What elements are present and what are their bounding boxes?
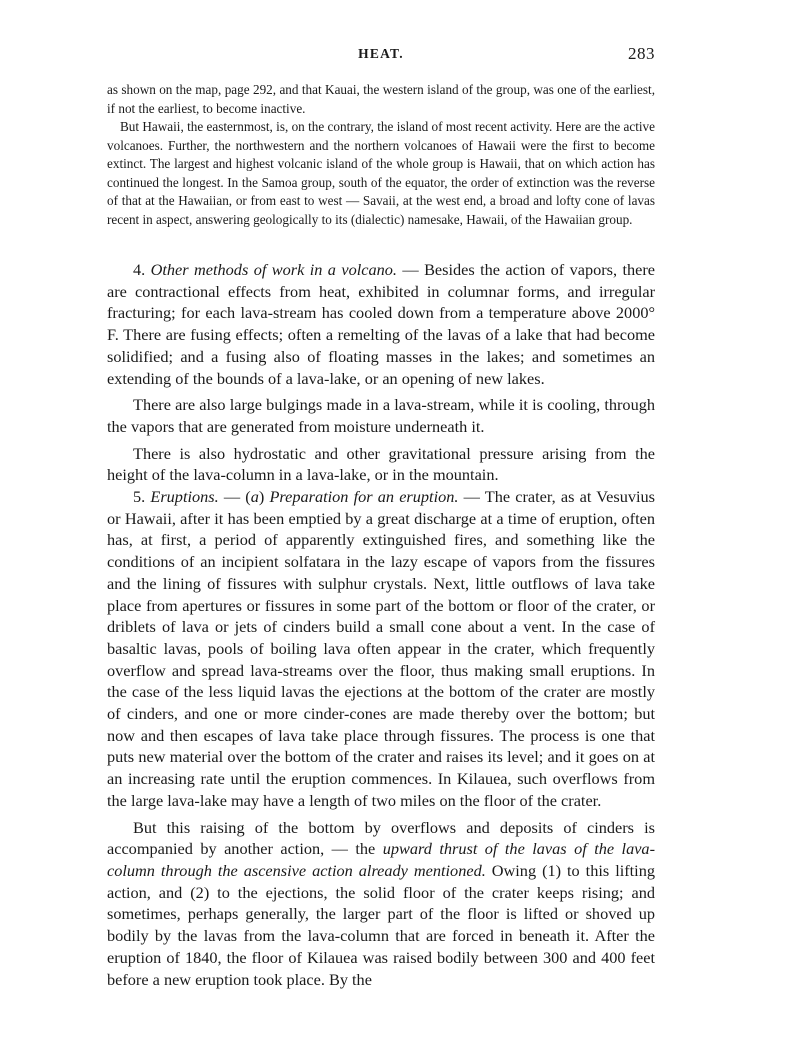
small-paragraph-continued: as shown on the map, page 292, and that Kauai, the western island of the group, was one of the earliest, if not the earliest, to become inactive. — [107, 82, 655, 116]
paragraph-raising — [107, 817, 655, 991]
close-paren: ) — [258, 487, 270, 507]
small-paragraph: But Hawaii, the easternmost, is, on the contrary, the island of most recent activity. Here are the active volcanoes. Further, the northwestern and the northern volcanoes of Hawaii were the first to become extinct. The largest and highest volcanic island of the whole group is Hawaii, that on which action has continued the longest. In the Samoa group, south of the equator, the order of extinction was the reverse of that at the Hawaiian, or from east to west — Savaii, at the west end, a broad and lofty cone of lavas recent in aspect, answering geologically to its (dialectic) namesake, Hawaii, of the Hawaiian group. — [107, 119, 655, 227]
paragraph-bulgings: There are also large bulgings made in a lava-stream, while it is cooling, through the vapors that are generated from moisture underneath it. — [107, 395, 655, 436]
section-number: 4. — [133, 260, 151, 279]
paragraph-body: — Besides the action of vapors, there are contractional effects from heat, exhibited in columnar forms, and irregular fracturing; for each lava-stream has cooled down from a temperature above 2000° F. There are fusing effects; often a remelting of the lavas of a lake that had become solidified; and a fusing also of floating masses in the lakes; and sometimes an extending of the bounds of a lava-lake, or an opening of new lakes. — [107, 260, 656, 388]
section-heading: Eruptions. — [150, 487, 219, 507]
page-number: 283 — [628, 44, 655, 63]
section-number: 5. — [133, 487, 151, 507]
paragraph-hydrostatic: There is also hydrostatic and other gravitational pressure arising from the height of the lava-column in a lava-lake, or in the mountain. — [107, 443, 655, 485]
main-text-section — [107, 259, 655, 990]
running-head: HEAT. — [358, 46, 404, 61]
paragraph-body: — The crater, as at Vesuvius or Hawaii, after it has been emptied by a great discharge at a time of eruption, often has, at first, a period of apparently extinguished fires, and something like the conditions of an incipient solfatara in the lazy escape of vapors from the fissures and the lining of fissures with sulphur crystals. Next, little outflows of lava take place from apertures or fissures in some part of the bottom or floor of the crater, or driblets of lava or jets of cinders build a small cone about a vent. In the case of basaltic lavas, pools of boiling lava often appear in the crater, which frequently overflow and spread lava-streams over the floor, thus making small eruptions. In the case of the less liquid lavas the ejections at the bottom of the crater are mostly of cinders, and one or more cinder-cones are made thereby over the bottom; but now and then escapes of lava take place through fissures. The process is one that puts new material over the bottom of the crater and raises its level; and it goes on at an increasing rate until the eruption commences. In Kilauea, such overflows from the large lava-lake may have a length of two miles on the floor of the crater. — [107, 487, 656, 810]
small-print-section — [107, 81, 655, 229]
italic-phrase: upward thrust of the lavas of the lava-column through the ascensive action already mentioned. — [107, 839, 655, 880]
subsection-letter: a — [250, 487, 259, 507]
section-heading: Other methods of work in a volcano. — [150, 260, 397, 279]
subsection-heading: Preparation for an eruption. — [269, 487, 459, 507]
paragraph-other-methods — [107, 259, 655, 389]
page-header — [107, 46, 655, 70]
paragraph-eruptions — [107, 486, 655, 812]
paragraph-start: But this raising of the bottom by overflows and deposits of cinders is accompanied by another action, — the — [107, 817, 655, 859]
dash: — ( — [218, 487, 251, 507]
paragraph-end: Owing (1) to this lifting action, and (2) to the ejections, the solid floor of the crater keeps rising; and sometimes, perhaps generally, the larger part of the floor is lifted or shoved up bodily by the lavas from the lava-column that are forced in beneath it. After the eruption of 1840, the floor of Kilauea was raised bodily between 300 and 400 feet before a new eruption took place. By the — [107, 860, 655, 989]
